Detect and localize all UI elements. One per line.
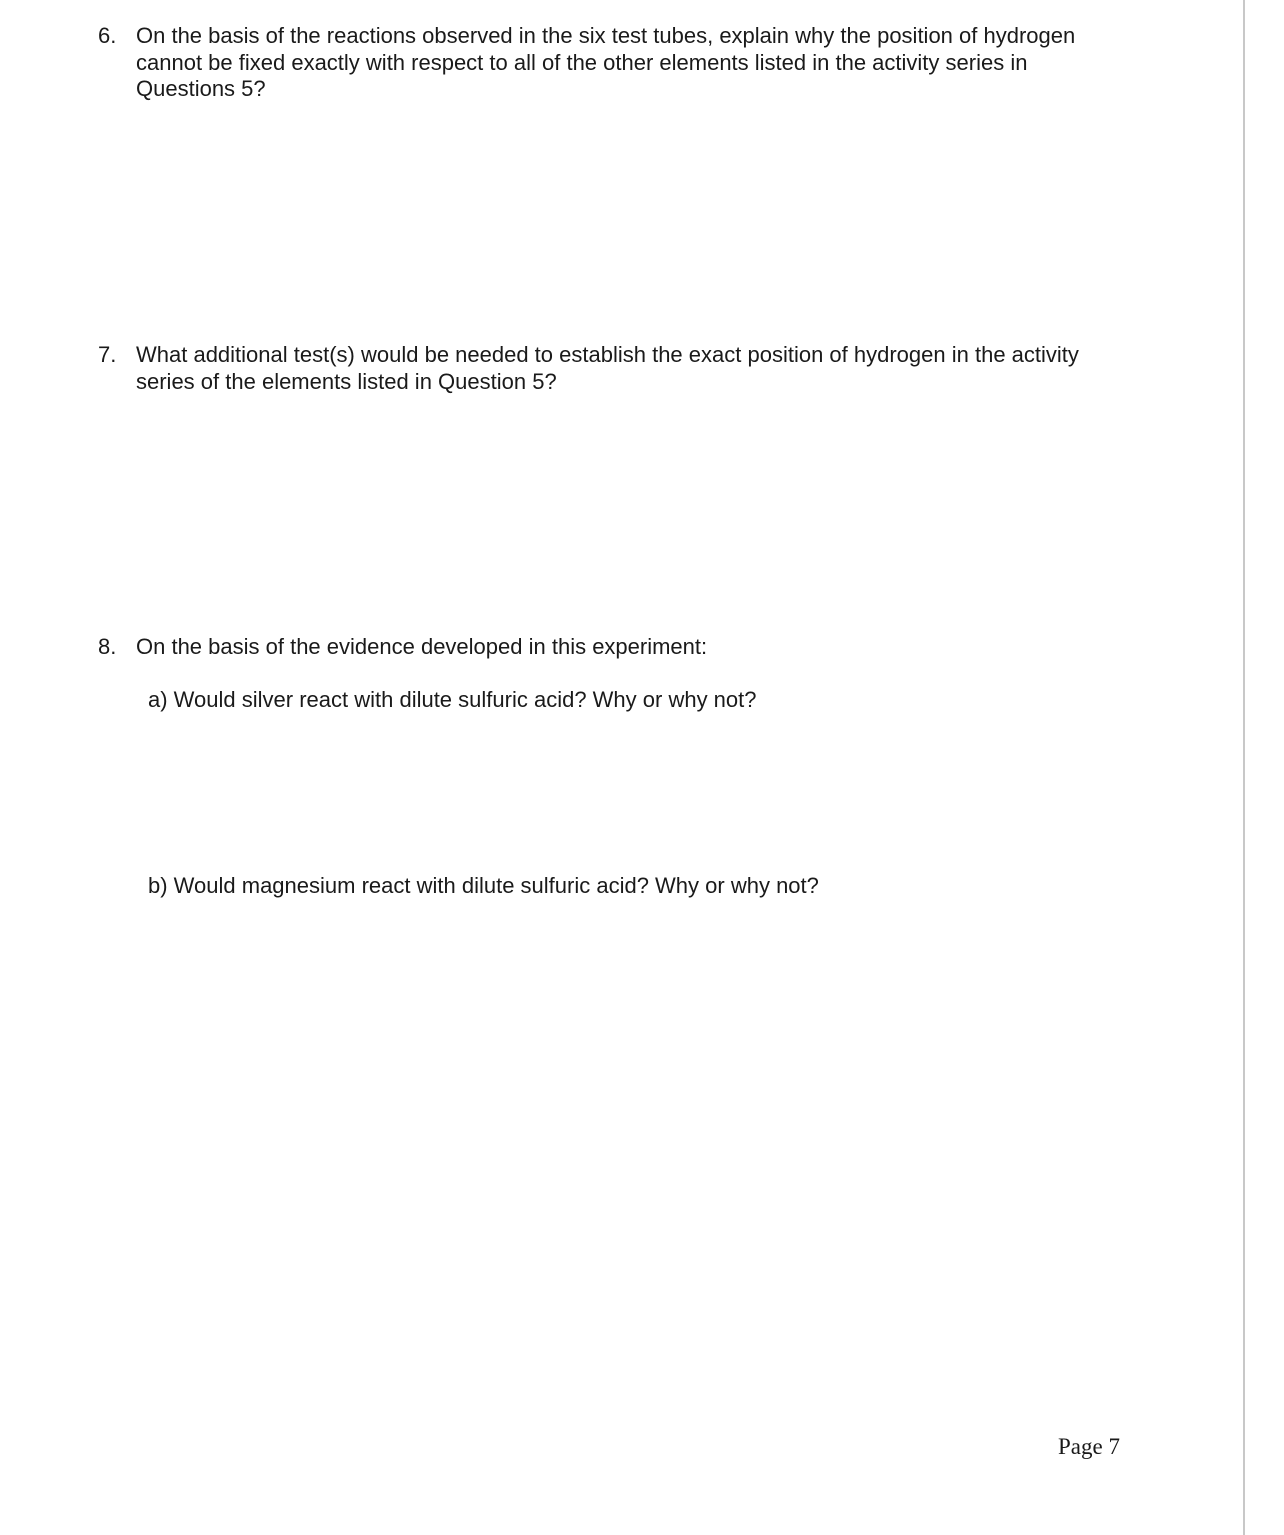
question-6 bbox=[98, 23, 1098, 103]
page-number: Page 7 bbox=[1058, 1434, 1120, 1459]
question-number: 6. bbox=[98, 23, 117, 48]
question-text: On the basis of the evidence developed in this experiment: bbox=[136, 634, 708, 659]
question-text: On the basis of the reactions observed in the six test tubes, explain why the position of hydrogen cannot be fixed exactly with respect to all of the other elements listed in the activity series in Questions 5? bbox=[136, 23, 1076, 101]
question-8a: a) Would silver react with dilute sulfuric acid? Why or why not? bbox=[148, 687, 757, 712]
question-number: 7. bbox=[98, 342, 117, 367]
page-edge-divider bbox=[1243, 0, 1245, 1535]
question-7 bbox=[98, 342, 1098, 395]
question-text: What additional test(s) would be needed to establish the exact position of hydrogen in the activity series of the elements listed in Question 5? bbox=[136, 342, 1079, 394]
question-8b: b) Would magnesium react with dilute sulfuric acid? Why or why not? bbox=[148, 873, 819, 898]
question-number: 8. bbox=[98, 634, 117, 659]
question-8 bbox=[98, 634, 1098, 661]
